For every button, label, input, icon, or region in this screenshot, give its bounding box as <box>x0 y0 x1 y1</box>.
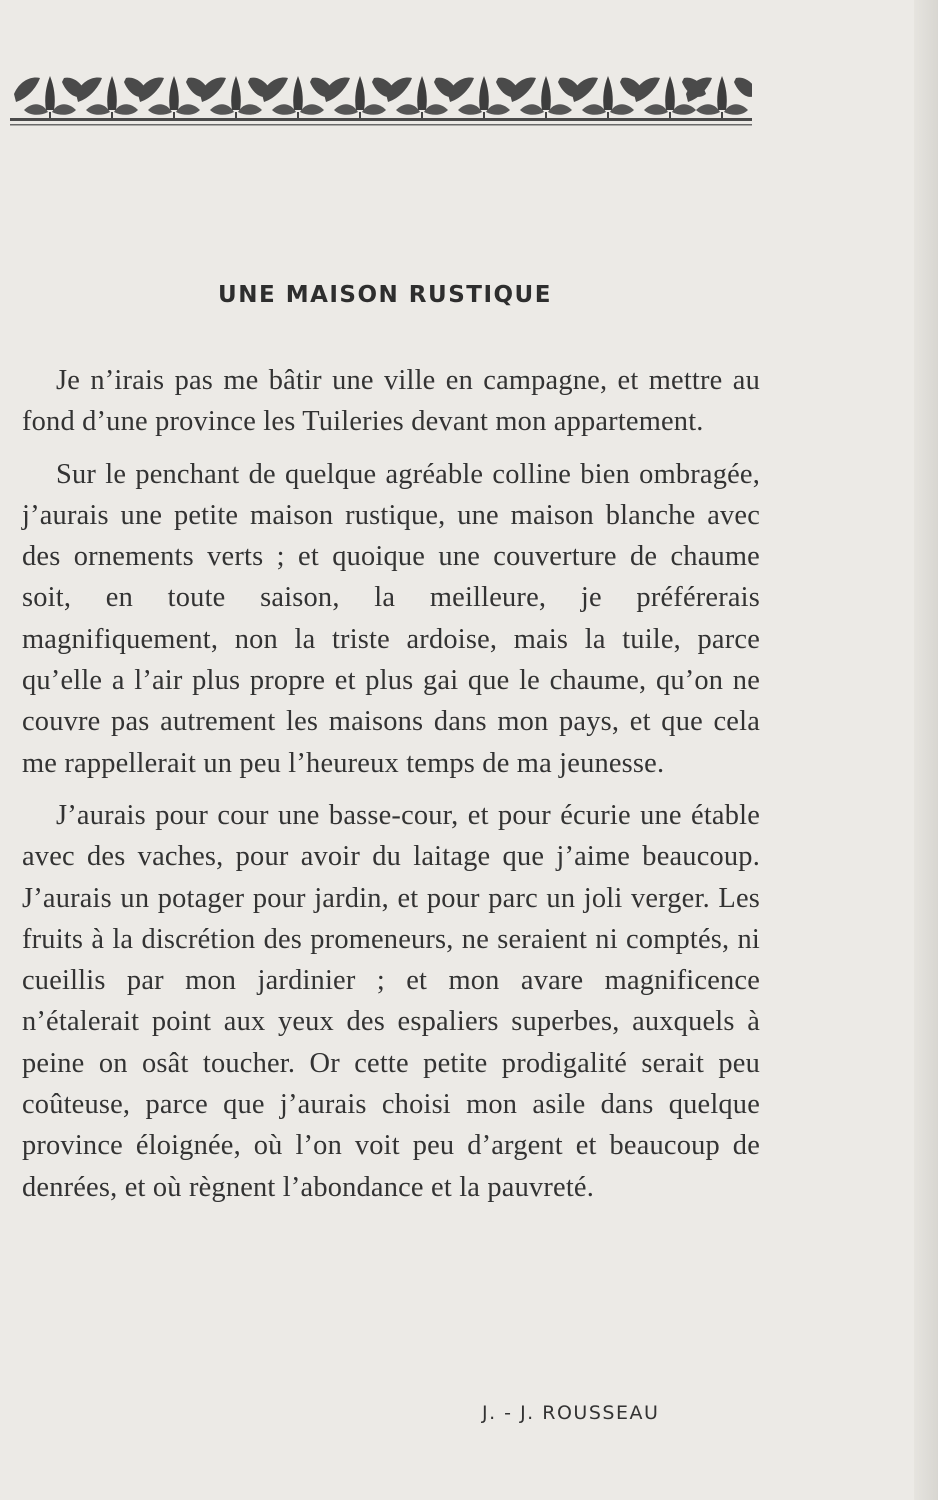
paragraph-2: Sur le penchant de quelque agréable colline bien ombragée, j’aurais une petite maison rustique, une maison blanche avec des ornements verts ; et quoique une couverture de chaume soit, en toute saison, la meilleure, je préférerais magnifiquement, non la triste ardoise, mais la tuile, parce qu’elle a l’air plus propre et plus gai que le chaume, qu’on ne couvre pas autrement les maisons dans mon pays, et que cela me rappellerait un peu l’heureux temps de ma jeunesse. <box>22 458 760 779</box>
paragraph-1: Je n’irais pas me bâtir une ville en campagne, et mettre au fond d’une province les Tuileries devant mon appartement. <box>22 365 760 438</box>
leaf-frieze-ornament <box>10 68 752 130</box>
paragraph-3: J’aurais pour cour une basse-cour, et pour écurie une étable avec des vaches, pour avoir du laitage que j’aime beaucoup. J’aurais un potager pour jardin, et pour parc un joli verger. Les fruits à la discrétion des promeneurs, ne seraient ni comptés, ni cueillis par mon jardinier ; et mon avare magnificence n’étalerait point aux yeux des espaliers superbes, auxquels à peine on osât toucher. Or cette petite prodigalité serait peu coûteuse, parce que j’aurais choisi mon asile dans quelque province éloignée, où l’on voit peu d’argent et beaucoup de denrées, et où règnent l’abondance et la pauvreté. <box>22 799 760 1203</box>
author-signature: J. - J. ROUSSEAU <box>482 1402 660 1424</box>
page-title: UNE MAISON RUSTIQUE <box>218 282 552 308</box>
page-edge-shadow <box>914 0 938 1500</box>
body-text <box>22 360 760 1219</box>
